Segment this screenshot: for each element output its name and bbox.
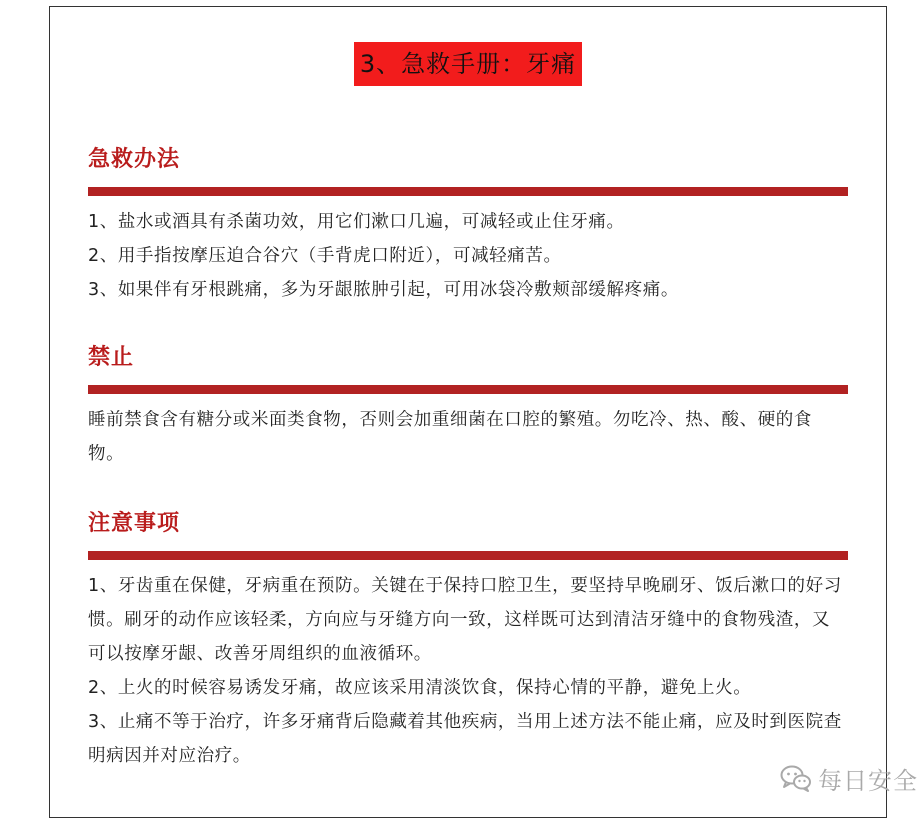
page-title: 3、急救手册：牙痛 bbox=[354, 42, 582, 86]
paragraph: 1、盐水或酒具有杀菌功效，用它们漱口几遍，可减轻或止住牙痛。 bbox=[88, 212, 625, 232]
section-divider bbox=[88, 551, 848, 560]
section-prohibited bbox=[88, 343, 848, 471]
paragraph: 2、上火的时候容易诱发牙痛，故应该采用清淡饮食，保持心情的平静，避免上火。 bbox=[88, 678, 752, 698]
section-body bbox=[88, 205, 848, 307]
section-heading: 禁止 bbox=[88, 345, 135, 370]
paragraph: 3、止痛不等于治疗，许多牙痛背后隐藏着其他疾病，当用上述方法不能止痛，应及时到医院查明病因并对应治疗。 bbox=[88, 712, 842, 766]
section-notes bbox=[88, 509, 848, 773]
title-wrap bbox=[50, 42, 886, 86]
watermark-text: 每日安全 bbox=[818, 766, 918, 795]
section-divider bbox=[88, 385, 848, 394]
paragraph: 2、用手指按摩压迫合谷穴（手背虎口附近），可减轻痛苦。 bbox=[88, 246, 562, 266]
watermark bbox=[780, 758, 918, 798]
section-first-aid bbox=[88, 145, 848, 307]
section-body bbox=[88, 569, 848, 773]
wechat-icon bbox=[780, 764, 812, 792]
section-divider bbox=[88, 187, 848, 196]
section-heading: 急救办法 bbox=[88, 147, 181, 172]
section-heading: 注意事项 bbox=[88, 511, 181, 536]
paragraph: 1、牙齿重在保健，牙病重在预防。关键在于保持口腔卫生，要坚持早晚刷牙、饭后漱口的好习惯。刷牙的动作应该轻柔，方向应与牙缝方向一致，这样既可达到清洁牙缝中的食物残渣，又可以按摩牙龈、改善牙周组织的血液循环。 bbox=[88, 576, 842, 664]
document-frame bbox=[49, 6, 887, 818]
section-body bbox=[88, 403, 848, 471]
paragraph: 3、如果伴有牙根跳痛，多为牙龈脓肿引起，可用冰袋冷敷颊部缓解疼痛。 bbox=[88, 280, 679, 300]
paragraph: 睡前禁食含有糖分或米面类食物，否则会加重细菌在口腔的繁殖。勿吃冷、热、酸、硬的食物。 bbox=[88, 410, 812, 464]
